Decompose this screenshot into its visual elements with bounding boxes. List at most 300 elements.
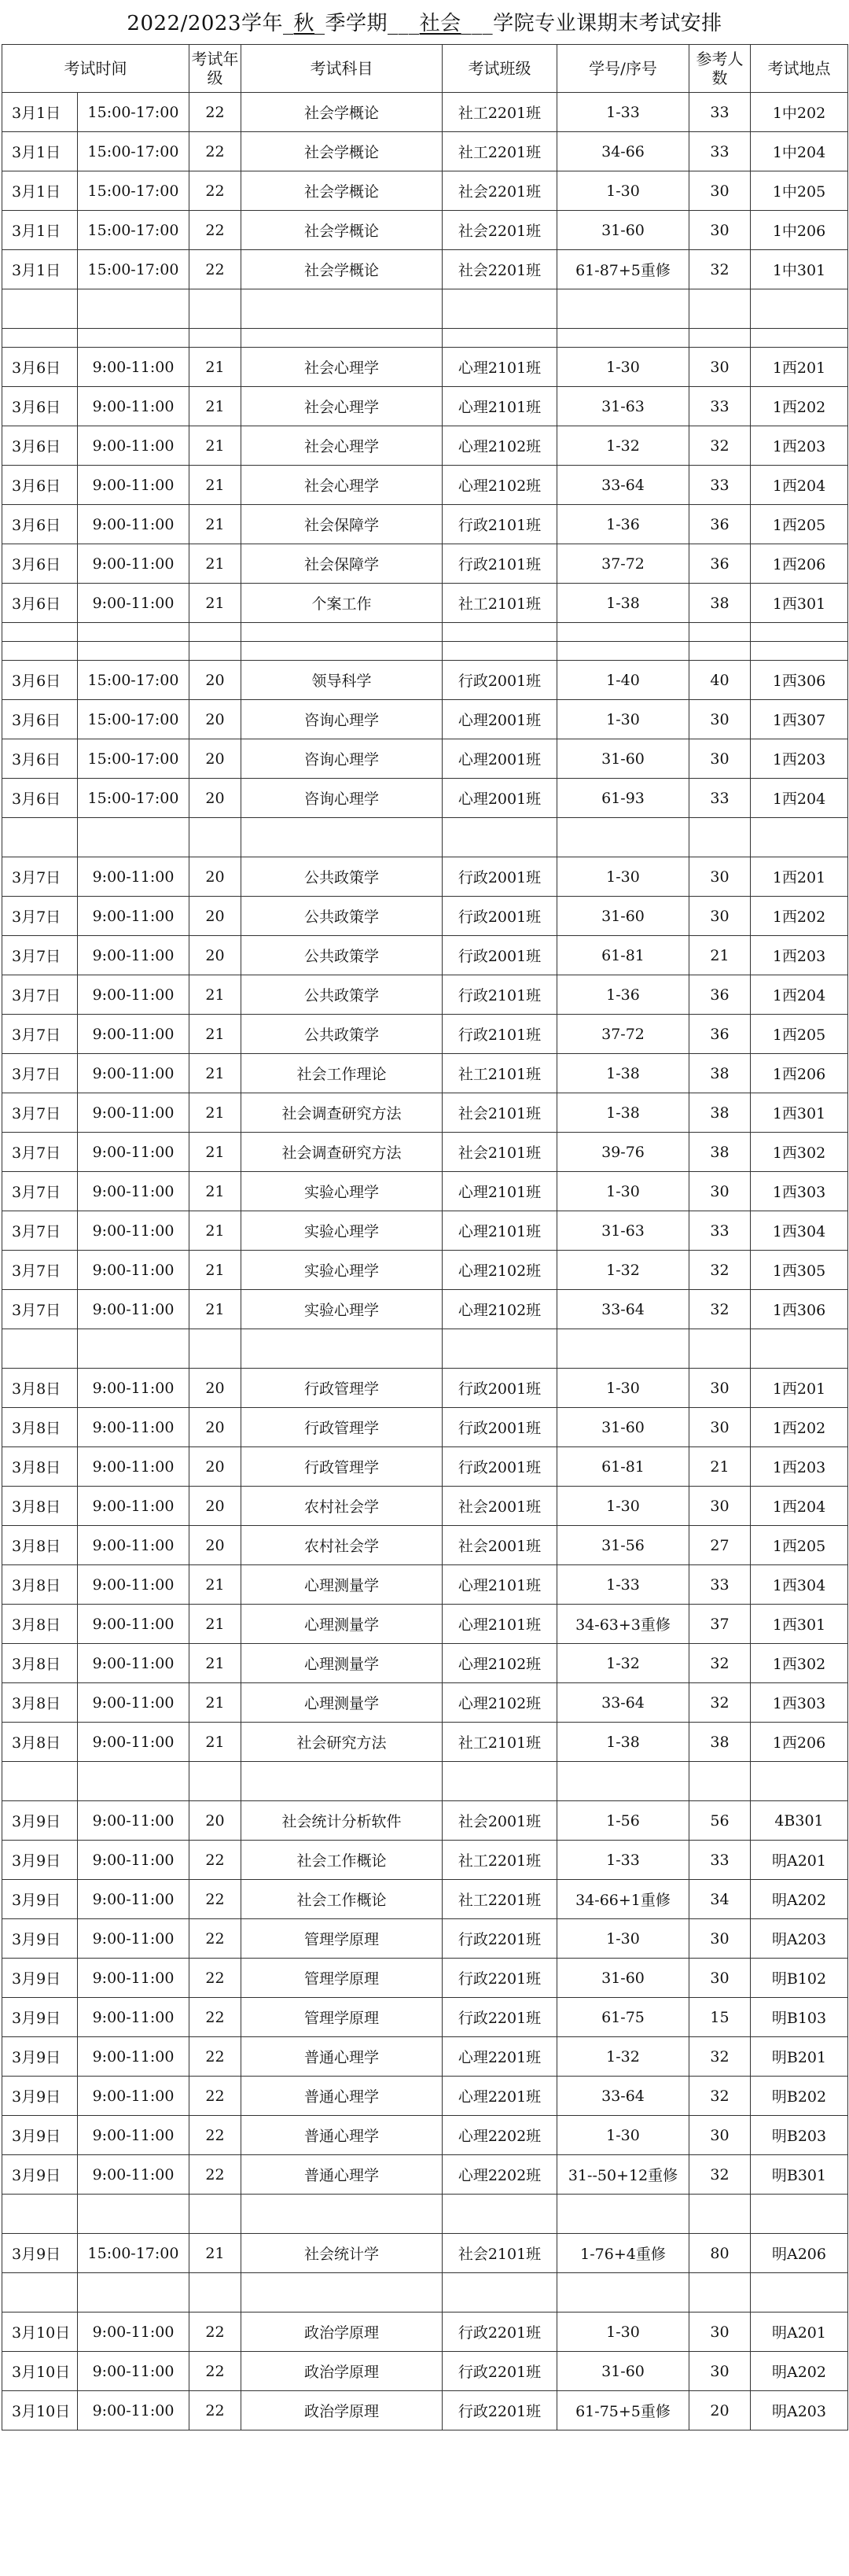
exam-date-cell: 3月9日: [2, 2037, 78, 2077]
student-range-cell: 1-30: [557, 2313, 689, 2352]
exam-date-cell: 3月7日: [2, 1172, 78, 1211]
empty-cell: [78, 329, 189, 348]
student-range-cell: 34-66+1重修: [557, 1880, 689, 1919]
student-range-cell: 1-30: [557, 1172, 689, 1211]
student-range-cell: 33-64: [557, 466, 689, 505]
exam-time-cell: 9:00-11:00: [78, 348, 189, 387]
location-cell: 1西204: [751, 975, 848, 1015]
count-cell: 36: [689, 1015, 751, 1054]
exam-time-cell: 9:00-11:00: [78, 1487, 189, 1526]
grade-cell: 21: [189, 584, 241, 623]
student-range-cell: 1-30: [557, 171, 689, 211]
grade-cell: 20: [189, 1801, 241, 1841]
location-cell: 明B203: [751, 2116, 848, 2155]
grade-cell: 20: [189, 936, 241, 975]
location-cell: 1西303: [751, 1683, 848, 1723]
student-range-cell: 61-87+5重修: [557, 250, 689, 289]
spacer-row: [2, 818, 848, 857]
table-row: [2, 1211, 848, 1251]
count-cell: 32: [689, 426, 751, 466]
subject-cell: 农村社会学: [241, 1487, 443, 1526]
exam-time-cell: 15:00-17:00: [78, 93, 189, 132]
count-cell: 38: [689, 1723, 751, 1762]
student-range-cell: 31--50+12重修: [557, 2155, 689, 2195]
exam-time-cell: 9:00-11:00: [78, 1526, 189, 1565]
location-cell: 明A201: [751, 2313, 848, 2352]
student-range-cell: 1-33: [557, 1841, 689, 1880]
empty-cell: [2, 623, 78, 642]
exam-date-cell: 3月6日: [2, 348, 78, 387]
empty-cell: [557, 289, 689, 329]
empty-cell: [443, 329, 557, 348]
location-cell: 1中301: [751, 250, 848, 289]
empty-cell: [189, 818, 241, 857]
class-cell: 心理2101班: [443, 1605, 557, 1644]
table-row: [2, 2234, 848, 2273]
subject-cell: 公共政策学: [241, 936, 443, 975]
student-range-cell: 31-56: [557, 1526, 689, 1565]
empty-cell: [751, 289, 848, 329]
subject-cell: 管理学原理: [241, 1919, 443, 1959]
location-cell: 1西301: [751, 1093, 848, 1133]
table-row: [2, 211, 848, 250]
subject-cell: 社会心理学: [241, 348, 443, 387]
exam-date-cell: 3月8日: [2, 1526, 78, 1565]
empty-cell: [751, 1329, 848, 1369]
student-range-cell: 1-32: [557, 1251, 689, 1290]
exam-time-cell: 15:00-17:00: [78, 171, 189, 211]
exam-time-cell: 9:00-11:00: [78, 1605, 189, 1644]
header-class: 考试班级: [443, 45, 557, 93]
student-range-cell: 31-60: [557, 2352, 689, 2391]
student-range-cell: 61-75+5重修: [557, 2391, 689, 2430]
location-cell: 明B103: [751, 1998, 848, 2037]
empty-cell: [189, 2273, 241, 2313]
class-cell: 心理2202班: [443, 2116, 557, 2155]
class-cell: 社工2201班: [443, 93, 557, 132]
count-cell: 33: [689, 93, 751, 132]
subject-cell: 公共政策学: [241, 857, 443, 897]
student-range-cell: 1-36: [557, 975, 689, 1015]
exam-date-cell: 3月9日: [2, 1959, 78, 1998]
exam-date-cell: 3月8日: [2, 1408, 78, 1447]
class-cell: 社会2101班: [443, 2234, 557, 2273]
exam-time-cell: 9:00-11:00: [78, 1369, 189, 1408]
grade-cell: 21: [189, 544, 241, 584]
student-range-cell: 31-60: [557, 1408, 689, 1447]
subject-cell: 心理测量学: [241, 1683, 443, 1723]
empty-cell: [2, 329, 78, 348]
grade-cell: 21: [189, 1605, 241, 1644]
class-cell: 行政2001班: [443, 1447, 557, 1487]
exam-date-cell: 3月7日: [2, 1054, 78, 1093]
table-row: [2, 1172, 848, 1211]
grade-cell: 20: [189, 1526, 241, 1565]
spacer-row: [2, 2195, 848, 2234]
class-cell: 社会2001班: [443, 1526, 557, 1565]
grade-cell: 20: [189, 1487, 241, 1526]
exam-time-cell: 9:00-11:00: [78, 2155, 189, 2195]
table-row: [2, 1133, 848, 1172]
student-range-cell: 1-30: [557, 348, 689, 387]
exam-time-cell: 9:00-11:00: [78, 544, 189, 584]
empty-cell: [189, 623, 241, 642]
subject-cell: 公共政策学: [241, 975, 443, 1015]
location-cell: 明A203: [751, 2391, 848, 2430]
exam-time-cell: 9:00-11:00: [78, 1565, 189, 1605]
count-cell: 21: [689, 1447, 751, 1487]
grade-cell: 22: [189, 171, 241, 211]
location-cell: 4B301: [751, 1801, 848, 1841]
count-cell: 33: [689, 1565, 751, 1605]
grade-cell: 20: [189, 857, 241, 897]
student-range-cell: 61-75: [557, 1998, 689, 2037]
empty-cell: [443, 642, 557, 661]
spacer-row: [2, 1329, 848, 1369]
student-range-cell: 1-38: [557, 1723, 689, 1762]
exam-time-cell: 9:00-11:00: [78, 505, 189, 544]
exam-date-cell: 3月6日: [2, 700, 78, 739]
empty-cell: [2, 818, 78, 857]
count-cell: 32: [689, 1290, 751, 1329]
count-cell: 30: [689, 211, 751, 250]
class-cell: 心理2102班: [443, 1251, 557, 1290]
exam-date-cell: 3月9日: [2, 1880, 78, 1919]
empty-cell: [689, 818, 751, 857]
count-cell: 32: [689, 2037, 751, 2077]
count-cell: 30: [689, 739, 751, 779]
student-range-cell: 31-60: [557, 211, 689, 250]
grade-cell: 22: [189, 2352, 241, 2391]
grade-cell: 22: [189, 1998, 241, 2037]
table-row: [2, 1369, 848, 1408]
empty-cell: [241, 2195, 443, 2234]
class-cell: 心理2101班: [443, 1211, 557, 1251]
exam-date-cell: 3月8日: [2, 1644, 78, 1683]
table-row: [2, 1565, 848, 1605]
table-row: [2, 857, 848, 897]
count-cell: 32: [689, 2155, 751, 2195]
grade-cell: 22: [189, 2391, 241, 2430]
count-cell: 30: [689, 1172, 751, 1211]
table-row: [2, 1801, 848, 1841]
student-range-cell: 31-63: [557, 387, 689, 426]
subject-cell: 社会工作概论: [241, 1880, 443, 1919]
count-cell: 30: [689, 2313, 751, 2352]
exam-date-cell: 3月8日: [2, 1605, 78, 1644]
grade-cell: 22: [189, 250, 241, 289]
class-cell: 心理2202班: [443, 2155, 557, 2195]
table-row: [2, 1408, 848, 1447]
subject-cell: 政治学原理: [241, 2352, 443, 2391]
grade-cell: 21: [189, 1211, 241, 1251]
class-cell: 心理2102班: [443, 1290, 557, 1329]
grade-cell: 21: [189, 1683, 241, 1723]
class-cell: 行政2001班: [443, 936, 557, 975]
subject-cell: 实验心理学: [241, 1251, 443, 1290]
exam-time-cell: 9:00-11:00: [78, 1211, 189, 1251]
exam-time-cell: 15:00-17:00: [78, 700, 189, 739]
exam-time-cell: 15:00-17:00: [78, 211, 189, 250]
table-row: [2, 426, 848, 466]
subject-cell: 社会工作概论: [241, 1841, 443, 1880]
table-row: [2, 1487, 848, 1526]
table-row: [2, 505, 848, 544]
subject-cell: 个案工作: [241, 584, 443, 623]
exam-date-cell: 3月1日: [2, 171, 78, 211]
subject-cell: 社会心理学: [241, 426, 443, 466]
class-cell: 行政2201班: [443, 2391, 557, 2430]
exam-date-cell: 3月7日: [2, 897, 78, 936]
subject-cell: 公共政策学: [241, 897, 443, 936]
location-cell: 1西201: [751, 1369, 848, 1408]
empty-cell: [78, 623, 189, 642]
class-cell: 行政2001班: [443, 1369, 557, 1408]
location-cell: 明A202: [751, 1880, 848, 1919]
location-cell: 明A206: [751, 2234, 848, 2273]
header-exam-time: 考试时间: [2, 45, 189, 93]
class-cell: 心理2102班: [443, 426, 557, 466]
exam-date-cell: 3月7日: [2, 1015, 78, 1054]
empty-cell: [189, 642, 241, 661]
subject-cell: 实验心理学: [241, 1290, 443, 1329]
subject-cell: 行政管理学: [241, 1447, 443, 1487]
table-row: [2, 897, 848, 936]
location-cell: 1中204: [751, 132, 848, 171]
count-cell: 56: [689, 1801, 751, 1841]
table-row: [2, 2155, 848, 2195]
empty-cell: [241, 623, 443, 642]
grade-cell: 22: [189, 2077, 241, 2116]
student-range-cell: 1-33: [557, 1565, 689, 1605]
empty-cell: [557, 818, 689, 857]
class-cell: 行政2001班: [443, 857, 557, 897]
grade-cell: 21: [189, 505, 241, 544]
grade-cell: 22: [189, 2116, 241, 2155]
grade-cell: 21: [189, 348, 241, 387]
count-cell: 32: [689, 1251, 751, 1290]
empty-cell: [689, 329, 751, 348]
count-cell: 38: [689, 1054, 751, 1093]
empty-cell: [241, 1329, 443, 1369]
title-college: 社会: [419, 12, 461, 35]
subject-cell: 社会心理学: [241, 466, 443, 505]
grade-cell: 20: [189, 779, 241, 818]
location-cell: 1西206: [751, 1054, 848, 1093]
subject-cell: 普通心理学: [241, 2116, 443, 2155]
exam-time-cell: 9:00-11:00: [78, 2313, 189, 2352]
exam-time-cell: 9:00-11:00: [78, 1408, 189, 1447]
class-cell: 行政2201班: [443, 1959, 557, 1998]
subject-cell: 社会学概论: [241, 250, 443, 289]
count-cell: 30: [689, 1919, 751, 1959]
student-range-cell: 31-60: [557, 739, 689, 779]
table-row: [2, 2037, 848, 2077]
empty-cell: [189, 1762, 241, 1801]
count-cell: 30: [689, 1959, 751, 1998]
location-cell: 1西306: [751, 1290, 848, 1329]
exam-time-cell: 9:00-11:00: [78, 1133, 189, 1172]
student-range-cell: 1-40: [557, 661, 689, 700]
exam-date-cell: 3月8日: [2, 1487, 78, 1526]
empty-cell: [443, 1762, 557, 1801]
count-cell: 36: [689, 505, 751, 544]
count-cell: 30: [689, 897, 751, 936]
subject-cell: 社会学概论: [241, 132, 443, 171]
table-row: [2, 779, 848, 818]
exam-date-cell: 3月9日: [2, 2155, 78, 2195]
student-range-cell: 33-64: [557, 1683, 689, 1723]
page-title: [0, 6, 849, 41]
exam-time-cell: 15:00-17:00: [78, 132, 189, 171]
exam-date-cell: 3月6日: [2, 387, 78, 426]
exam-time-cell: 15:00-17:00: [78, 661, 189, 700]
class-cell: 心理2001班: [443, 739, 557, 779]
count-cell: 40: [689, 661, 751, 700]
empty-cell: [751, 2273, 848, 2313]
count-cell: 30: [689, 857, 751, 897]
count-cell: 38: [689, 1133, 751, 1172]
empty-cell: [78, 1762, 189, 1801]
table-row: [2, 2352, 848, 2391]
empty-cell: [2, 289, 78, 329]
exam-time-cell: 9:00-11:00: [78, 1919, 189, 1959]
exam-date-cell: 3月6日: [2, 779, 78, 818]
empty-cell: [689, 1762, 751, 1801]
empty-cell: [241, 289, 443, 329]
location-cell: 1中206: [751, 211, 848, 250]
class-cell: 社工2201班: [443, 1841, 557, 1880]
student-range-cell: 1-30: [557, 1369, 689, 1408]
table-row: [2, 387, 848, 426]
table-row: [2, 1447, 848, 1487]
exam-time-cell: 9:00-11:00: [78, 1683, 189, 1723]
exam-date-cell: 3月7日: [2, 1093, 78, 1133]
exam-time-cell: 9:00-11:00: [78, 975, 189, 1015]
location-cell: 1西206: [751, 544, 848, 584]
class-cell: 心理2102班: [443, 466, 557, 505]
grade-cell: 21: [189, 2234, 241, 2273]
location-cell: 1西301: [751, 1605, 848, 1644]
empty-cell: [689, 623, 751, 642]
empty-cell: [689, 2195, 751, 2234]
empty-cell: [443, 818, 557, 857]
exam-time-cell: 9:00-11:00: [78, 1251, 189, 1290]
location-cell: 1西301: [751, 584, 848, 623]
table-row: [2, 2116, 848, 2155]
grade-cell: 22: [189, 1841, 241, 1880]
subject-cell: 行政管理学: [241, 1369, 443, 1408]
table-row: [2, 2077, 848, 2116]
count-cell: 15: [689, 1998, 751, 2037]
subject-cell: 实验心理学: [241, 1211, 443, 1251]
table-row: [2, 1880, 848, 1919]
count-cell: 34: [689, 1880, 751, 1919]
exam-time-cell: 9:00-11:00: [78, 584, 189, 623]
subject-cell: 社会学概论: [241, 93, 443, 132]
count-cell: 30: [689, 2352, 751, 2391]
header-student-id: 学号/序号: [557, 45, 689, 93]
spacer-row: [2, 1762, 848, 1801]
exam-date-cell: 3月7日: [2, 1251, 78, 1290]
location-cell: 1西204: [751, 466, 848, 505]
grade-cell: 20: [189, 739, 241, 779]
location-cell: 1西302: [751, 1133, 848, 1172]
count-cell: 80: [689, 2234, 751, 2273]
location-cell: 明B202: [751, 2077, 848, 2116]
grade-cell: 21: [189, 1015, 241, 1054]
exam-date-cell: 3月6日: [2, 739, 78, 779]
student-range-cell: 1-38: [557, 1054, 689, 1093]
count-cell: 30: [689, 1408, 751, 1447]
count-cell: 32: [689, 2077, 751, 2116]
location-cell: 1西204: [751, 779, 848, 818]
exam-time-cell: 9:00-11:00: [78, 1290, 189, 1329]
empty-cell: [2, 2273, 78, 2313]
spacer-row: [2, 623, 848, 642]
count-cell: 38: [689, 584, 751, 623]
class-cell: 行政2101班: [443, 1015, 557, 1054]
student-range-cell: 33-64: [557, 2077, 689, 2116]
empty-cell: [443, 623, 557, 642]
class-cell: 行政2101班: [443, 975, 557, 1015]
exam-date-cell: 3月9日: [2, 1919, 78, 1959]
student-range-cell: 61-81: [557, 936, 689, 975]
table-row: [2, 348, 848, 387]
student-range-cell: 1-32: [557, 2037, 689, 2077]
table-row: [2, 1644, 848, 1683]
table-row: [2, 1526, 848, 1565]
grade-cell: 22: [189, 2037, 241, 2077]
table-row: [2, 2313, 848, 2352]
table-row: [2, 132, 848, 171]
student-range-cell: 31-60: [557, 1959, 689, 1998]
student-range-cell: 39-76: [557, 1133, 689, 1172]
grade-cell: 21: [189, 975, 241, 1015]
grade-cell: 22: [189, 211, 241, 250]
student-range-cell: 1-32: [557, 1644, 689, 1683]
grade-cell: 21: [189, 1251, 241, 1290]
empty-cell: [557, 1762, 689, 1801]
count-cell: 33: [689, 779, 751, 818]
location-cell: 1西205: [751, 505, 848, 544]
count-cell: 30: [689, 348, 751, 387]
exam-time-cell: 9:00-11:00: [78, 1172, 189, 1211]
count-cell: 33: [689, 387, 751, 426]
class-cell: 心理2001班: [443, 700, 557, 739]
table-row: [2, 700, 848, 739]
class-cell: 社工2201班: [443, 1880, 557, 1919]
class-cell: 心理2101班: [443, 387, 557, 426]
subject-cell: 咨询心理学: [241, 700, 443, 739]
exam-time-cell: 9:00-11:00: [78, 1644, 189, 1683]
title-text-2: _季学期___: [314, 12, 420, 35]
empty-cell: [751, 818, 848, 857]
location-cell: 1西202: [751, 897, 848, 936]
count-cell: 36: [689, 975, 751, 1015]
location-cell: 1西205: [751, 1526, 848, 1565]
empty-cell: [443, 2195, 557, 2234]
exam-time-cell: 9:00-11:00: [78, 1093, 189, 1133]
exam-time-cell: 15:00-17:00: [78, 779, 189, 818]
subject-cell: 社会研究方法: [241, 1723, 443, 1762]
class-cell: 社会2001班: [443, 1487, 557, 1526]
location-cell: 1西307: [751, 700, 848, 739]
class-cell: 行政2201班: [443, 1998, 557, 2037]
table-row: [2, 1959, 848, 1998]
table-row: [2, 584, 848, 623]
exam-date-cell: 3月6日: [2, 505, 78, 544]
